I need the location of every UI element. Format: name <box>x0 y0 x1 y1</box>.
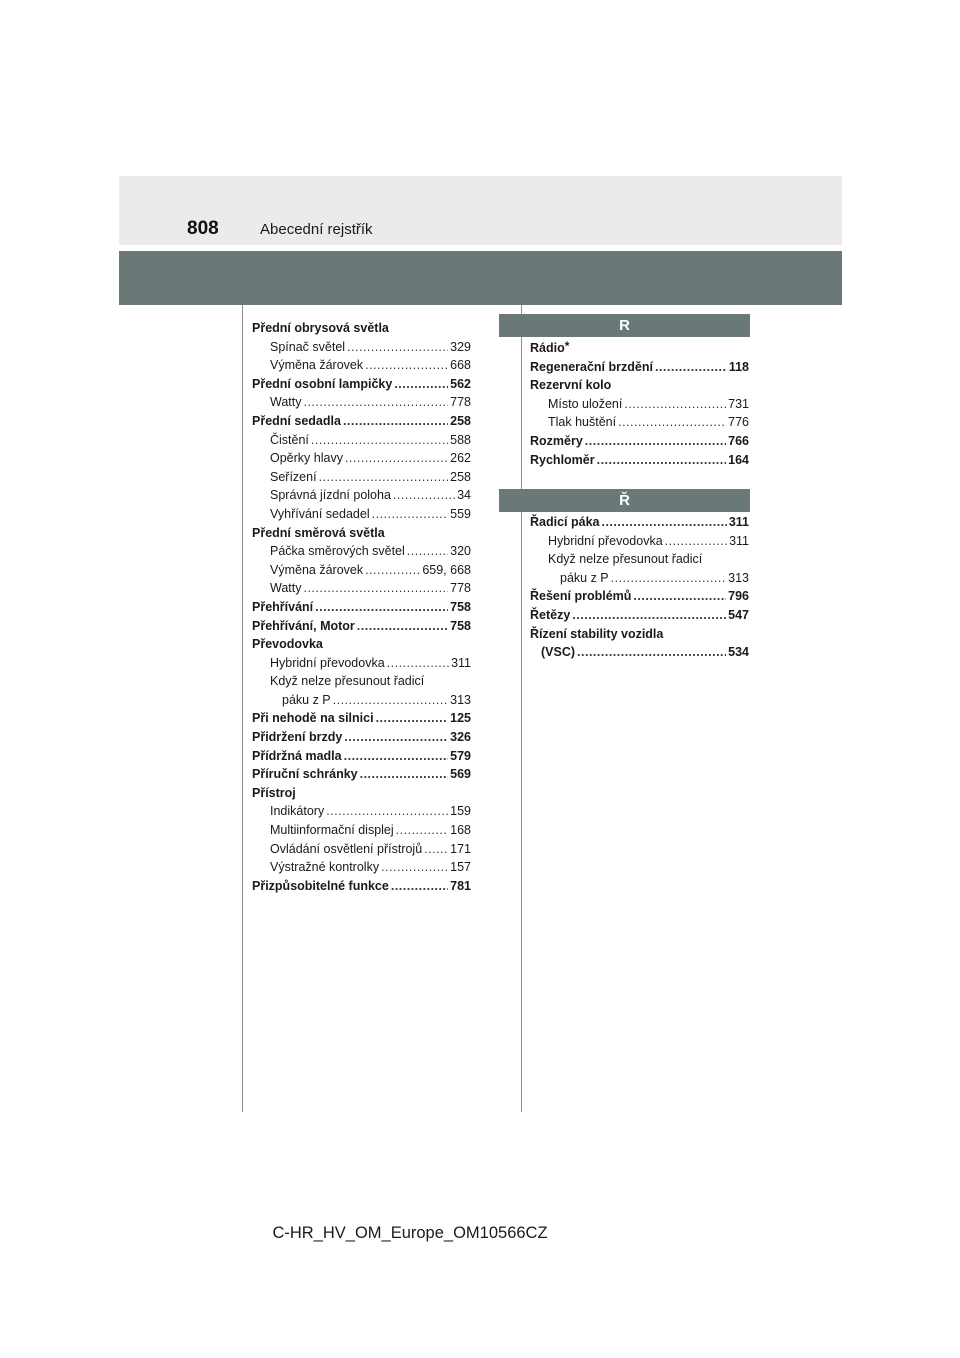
index-entry <box>252 431 471 450</box>
index-entry <box>530 376 749 395</box>
entry-page-number: 329 <box>450 339 471 354</box>
index-entry <box>252 635 471 654</box>
entry-text: Převodovka <box>252 637 323 652</box>
entry-page-number: 766 <box>728 433 749 448</box>
index-entry <box>252 338 471 357</box>
index-entry <box>530 587 749 606</box>
entry-text: Multiinformační displej <box>270 823 394 838</box>
entry-text: Tlak huštění <box>548 415 617 430</box>
index-entry <box>530 451 749 470</box>
entry-text: Rezervní kolo <box>530 378 612 393</box>
index-entry <box>252 598 471 617</box>
index-entry <box>530 513 749 532</box>
index-entry <box>252 747 471 766</box>
entry-page-number: 781 <box>450 878 471 893</box>
entry-page-number: 731 <box>728 396 749 411</box>
entry-text: Přidržení brzdy <box>252 730 343 745</box>
dot-leader <box>618 413 726 432</box>
entry-page-number: 588 <box>450 432 471 447</box>
index-entry: Rádio * <box>530 339 749 358</box>
entry-text: Přídržná madla <box>252 748 342 763</box>
index-entry <box>252 784 471 803</box>
dot-leader <box>365 356 448 375</box>
index-entry <box>252 877 471 896</box>
dot-leader <box>424 840 448 859</box>
index-entry <box>252 505 471 524</box>
dot-leader <box>391 877 448 896</box>
index-entry <box>252 821 471 840</box>
entry-text: Indikátory <box>270 804 325 819</box>
index-entry <box>252 728 471 747</box>
entry-text: Příruční schránky <box>252 767 358 782</box>
index-entry <box>252 617 471 636</box>
entry-text: Páčka směrových světel <box>270 544 405 559</box>
entry-page-number: 311 <box>728 515 749 529</box>
index-entry <box>252 858 471 877</box>
index-entry <box>252 561 471 580</box>
dot-leader <box>665 532 727 551</box>
index-entry <box>530 643 749 662</box>
dot-leader <box>345 449 448 468</box>
dot-leader <box>577 643 726 662</box>
entry-text: Výměna žárovek <box>270 562 364 577</box>
entry-page-number: 159 <box>450 804 471 819</box>
entry-text: Přístroj <box>252 785 296 800</box>
entry-page-number: 547 <box>728 607 749 622</box>
dot-leader <box>333 691 449 710</box>
entry-page-number: 659, 668 <box>422 562 471 577</box>
index-entry <box>252 524 471 543</box>
dot-leader <box>394 375 448 394</box>
entry-text: páku z P <box>282 692 331 707</box>
index-column-r-caron <box>530 513 749 662</box>
entry-text: Místo uložení <box>548 396 623 411</box>
index-entry <box>252 375 471 394</box>
entry-text: Výstražné kontrolky <box>270 860 380 875</box>
entry-page-number: 118 <box>728 359 749 374</box>
entry-page-number: 34 <box>457 488 471 503</box>
dot-leader <box>344 747 449 766</box>
dot-leader <box>611 569 727 588</box>
entry-page-number: 164 <box>728 452 749 467</box>
entry-text: Rozměry <box>530 433 583 448</box>
entry-text: Přední obrysová světla <box>252 321 389 335</box>
index-entry <box>530 625 749 644</box>
entry-page-number: 796 <box>728 589 749 604</box>
entry-page-number: 559 <box>450 506 471 521</box>
dot-leader <box>319 468 449 487</box>
dot-leader <box>311 431 448 450</box>
index-entry <box>252 579 471 598</box>
entry-text: Opěrky hlavy <box>270 451 343 466</box>
dot-leader <box>585 432 726 451</box>
index-entry <box>530 358 749 377</box>
dot-leader <box>344 728 448 747</box>
entry-page-number: 157 <box>450 860 471 875</box>
dot-leader <box>326 802 448 821</box>
dot-leader <box>633 587 726 606</box>
entry-text: Vyhřívání sedadel <box>270 506 370 521</box>
entry-page-number: 534 <box>728 645 749 660</box>
dot-leader <box>597 451 727 470</box>
entry-text: Čistění <box>270 432 309 447</box>
column-divider-left <box>242 305 243 1112</box>
index-entry <box>252 654 471 673</box>
entry-text: Přední osobní lampičky <box>252 376 393 391</box>
entry-text: (VSC) <box>541 645 576 660</box>
entry-page-number: 311 <box>729 533 749 548</box>
index-entry <box>252 486 471 505</box>
entry-page-number: 262 <box>450 451 471 466</box>
dot-leader <box>381 858 448 877</box>
entry-page-number: 778 <box>450 581 471 596</box>
entry-text: Řetězy <box>530 607 571 622</box>
entry-text: Správná jízdní poloha <box>270 488 391 503</box>
entry-text: Přední sedadla <box>252 413 341 428</box>
entry-text: páku z P <box>560 570 609 585</box>
dot-leader <box>396 821 448 840</box>
entry-page-number: 778 <box>450 395 471 410</box>
dot-leader <box>393 486 455 505</box>
page-number: 808 <box>187 218 219 239</box>
index-entry <box>252 356 471 375</box>
header-band <box>119 251 842 305</box>
index-entry <box>530 569 749 588</box>
document-code: C-HR_HV_OM_Europe_OM10566CZ <box>272 1224 548 1242</box>
index-entry <box>252 542 471 561</box>
entry-page-number: 758 <box>450 599 471 614</box>
entry-text: Řízení stability vozidla <box>530 626 664 641</box>
entry-text: Hybridní převodovka <box>548 533 663 548</box>
entry-text: Řešení problémů <box>530 589 632 604</box>
entry-page-number: 668 <box>450 358 471 373</box>
index-entry <box>252 691 471 710</box>
entry-text: Spínač světel <box>270 339 346 354</box>
dot-leader <box>407 542 448 561</box>
index-entry <box>252 319 471 338</box>
entry-page-number: 562 <box>450 376 471 391</box>
entry-text: Přehřívání <box>252 599 314 614</box>
index-entry <box>252 672 471 691</box>
entry-page-number: 758 <box>450 618 471 633</box>
header-bar <box>119 176 842 245</box>
index-entry <box>252 449 471 468</box>
dot-leader <box>624 395 726 414</box>
entry-text: Hybridní převodovka <box>270 655 385 670</box>
dot-leader <box>372 505 449 524</box>
dot-leader <box>601 513 726 532</box>
dot-leader <box>387 654 449 673</box>
dot-leader <box>365 561 420 580</box>
entry-page-number: 168 <box>450 823 471 838</box>
entry-page-number: 258 <box>450 469 471 484</box>
dot-leader <box>347 338 448 357</box>
entry-text: Ovládání osvětlení přístrojů <box>270 841 423 856</box>
dot-leader <box>360 765 449 784</box>
index-entry <box>252 468 471 487</box>
letter-heading-r: R <box>499 314 750 337</box>
entry-text: Přehřívání, Motor <box>252 618 355 633</box>
entry-page-number: 258 <box>450 413 471 428</box>
entry-page-number: 569 <box>450 767 471 782</box>
dot-leader <box>376 709 449 728</box>
entry-page-number: 326 <box>450 730 471 745</box>
entry-page-number: 776 <box>728 415 749 430</box>
letter-heading-r-caron: Ř <box>499 489 750 512</box>
entry-page-number: 313 <box>450 692 471 707</box>
entry-text: Rádio <box>530 341 565 355</box>
dot-leader <box>303 579 448 598</box>
entry-page-number: 171 <box>450 841 471 856</box>
index-entry <box>530 606 749 625</box>
dot-leader <box>315 598 448 617</box>
index-entry <box>252 393 471 412</box>
index-entry <box>530 532 749 551</box>
section-title: Abecední rejstřík <box>260 221 373 238</box>
entry-text: Přizpůsobitelné funkce <box>252 878 389 893</box>
entry-text: Watty <box>270 395 302 410</box>
entry-text: Výměna žárovek <box>270 358 364 373</box>
entry-page-number: 311 <box>451 655 471 670</box>
index-column-r <box>530 339 749 469</box>
entry-page-number: 579 <box>450 748 471 763</box>
index-entry <box>252 709 471 728</box>
entry-text: Při nehodě na silnici <box>252 711 374 726</box>
entry-text: Seřízení <box>270 469 317 484</box>
entry-text: Watty <box>270 581 302 596</box>
dot-leader <box>303 393 448 412</box>
entry-page-number: 313 <box>728 570 749 585</box>
entry-text: Rychloměr <box>530 452 595 467</box>
index-column-left <box>252 319 471 895</box>
dot-leader <box>572 606 726 625</box>
index-entry <box>252 765 471 784</box>
index-entry <box>252 840 471 859</box>
entry-text: Řadicí páka <box>530 515 600 529</box>
column-divider-middle <box>521 305 522 1112</box>
index-entry <box>530 395 749 414</box>
entry-page-number: 125 <box>450 711 471 726</box>
index-entry <box>530 413 749 432</box>
entry-text: Přední směrová světla <box>252 525 385 540</box>
index-entry <box>530 432 749 451</box>
index-entry <box>530 550 749 569</box>
entry-text: Regenerační brzdění <box>530 359 653 374</box>
entry-text: Když nelze přesunout řadicí <box>270 674 425 689</box>
dot-leader <box>357 617 448 636</box>
index-entry <box>252 412 471 431</box>
entry-page-number: 320 <box>450 544 471 559</box>
dot-leader <box>343 412 448 431</box>
entry-text: Když nelze přesunout řadicí <box>548 552 703 567</box>
index-entry <box>252 802 471 821</box>
dot-leader <box>655 358 727 377</box>
